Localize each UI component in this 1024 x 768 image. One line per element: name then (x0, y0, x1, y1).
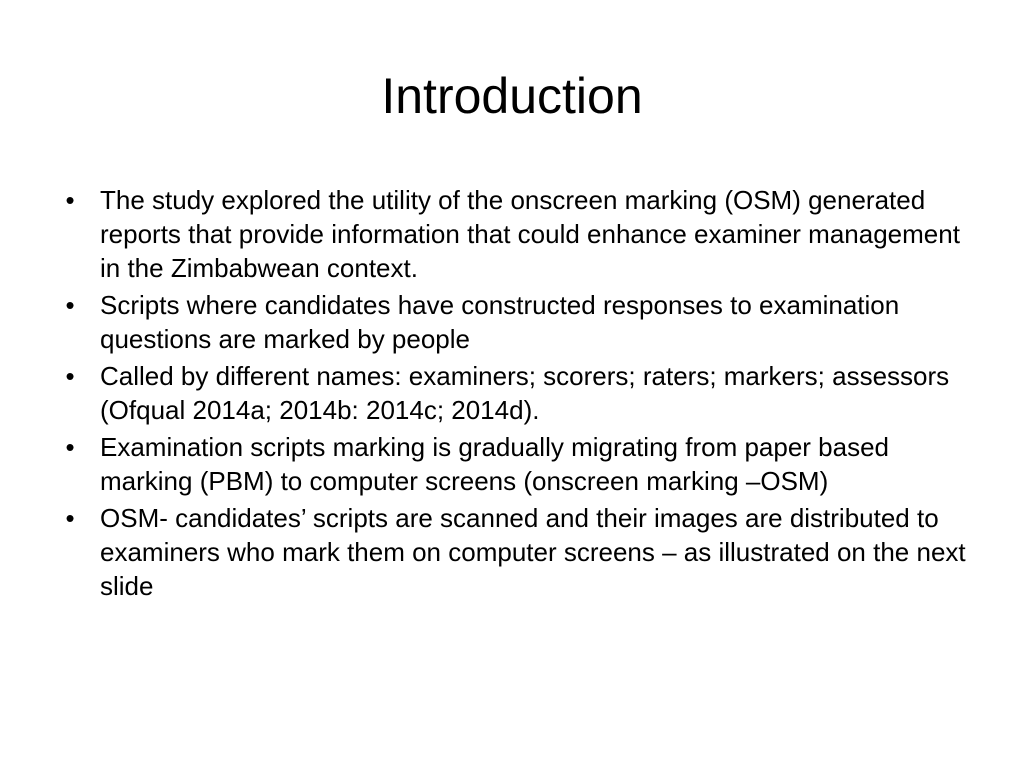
bullet-list (65, 183, 980, 606)
bullet-icon: • (65, 185, 75, 215)
bullet-item (65, 288, 980, 356)
bullet-icon: • (65, 361, 75, 391)
bullet-item (65, 183, 980, 285)
bullet-icon: • (65, 432, 75, 462)
bullet-text: The study explored the utility of the onscreen marking (OSM) generated reports that provide information that could enhance examiner management in the Zimbabwean context. (100, 185, 960, 283)
bullet-text: Examination scripts marking is gradually migrating from paper based marking (PBM) to computer screens (onscreen marking –OSM) (100, 432, 890, 496)
bullet-item (65, 501, 980, 603)
bullet-text: OSM- candidates’ scripts are scanned and their images are distributed to examiners who mark them on computer screens – as illustrated on the next slide (100, 503, 966, 601)
bullet-item (65, 430, 980, 498)
bullet-item (65, 359, 980, 427)
bullet-icon: • (65, 290, 75, 320)
slide-title: Introduction (381, 68, 643, 124)
bullet-text: Scripts where candidates have constructed responses to examination questions are marked by people (100, 290, 900, 354)
bullet-text: Called by different names: examiners; scorers; raters; markers; assessors (Ofqual 2014a; 2014b: 2014c; 2014d). (100, 361, 950, 425)
bullet-icon: • (65, 503, 75, 533)
